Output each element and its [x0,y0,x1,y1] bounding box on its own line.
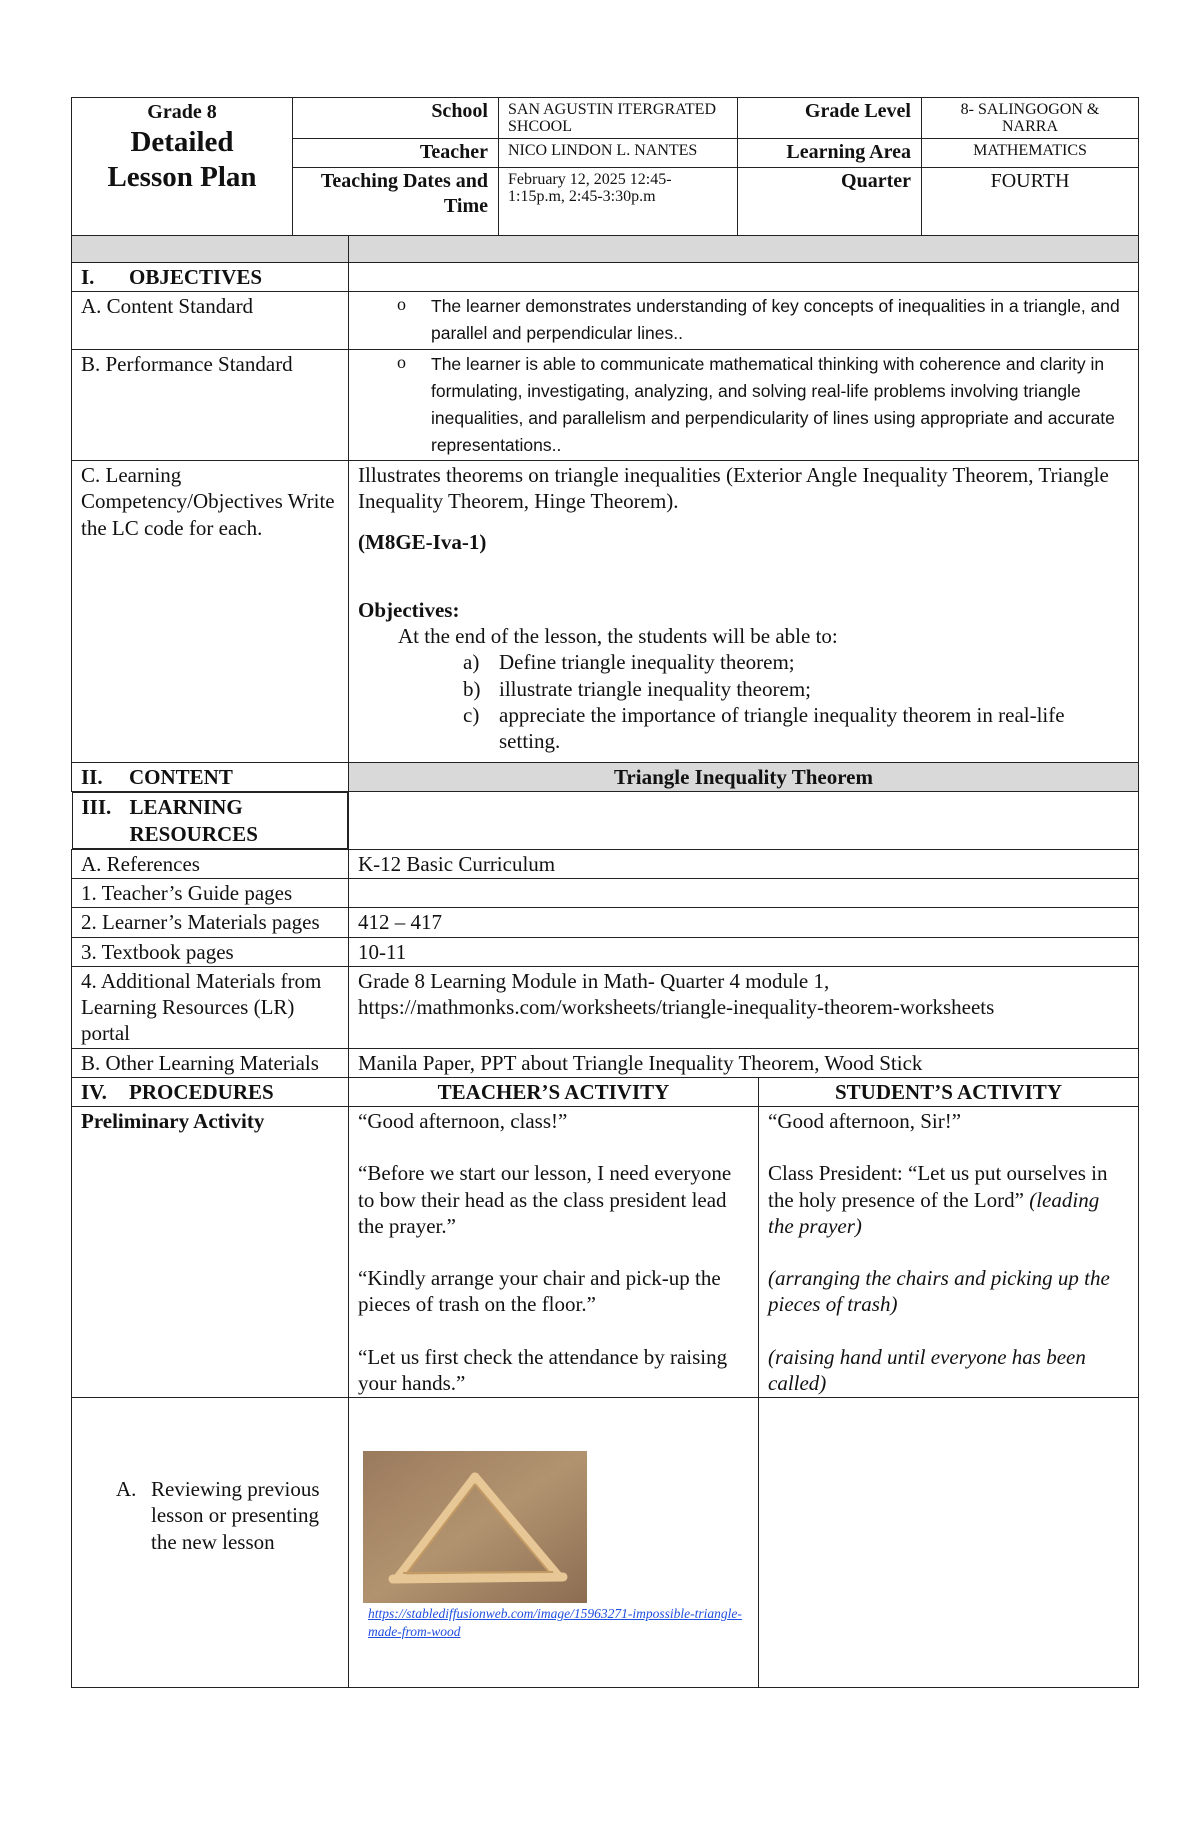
other-materials-label: B. Other Learning Materials [72,1048,349,1077]
lc-text: Illustrates theorems on triangle inequalities (Exterior Angle Inequality Theorem, Triangle Inequality Theorem, Hinge Theorem). [358,463,1109,514]
references-label: A. References [72,849,349,878]
school-label: School [293,98,499,139]
review-image-cell [349,1398,759,1688]
reviewing-lesson-cell: A. Reviewing previous lesson or presenting the new lesson [72,1398,349,1688]
additional-materials-value: Grade 8 Learning Module in Math- Quarter 4 module 1, https://mathmonks.com/worksheets/triangle-inequality-theorem-worksheets [349,966,1139,1048]
content-standard-label: A. Content Standard [72,292,349,349]
learning-area-value: MATHEMATICS [922,139,1139,168]
teachers-guide-label: 1. Teacher’s Guide pages [72,879,349,908]
student-review-cell [759,1398,1139,1688]
content-standard-text: o The learner demonstrates understanding of key concepts of inequalities in a triangle, and parallel and perpendicular lines.. [349,292,1139,349]
learning-resources-heading: III. LEARNING RESOURCES [72,792,349,849]
learning-area-label: Learning Area [738,139,922,168]
teacher-activity-heading: TEACHER’S ACTIVITY [349,1077,759,1106]
student-activity-heading: STUDENT’S ACTIVITY [759,1077,1139,1106]
preliminary-activity-label: Preliminary Activity [72,1107,349,1398]
student-activity-cell: “Good afternoon, Sir!” Class President: “Let us put ourselves in the holy presence of the Lord” (leading the prayer) (arranging the chairs and picking up the pieces of trash) (raising hand until everyone has been called) [759,1107,1139,1398]
grade-level-value: 8- SALINGOGON & NARRA [922,98,1139,139]
learning-competency-label: C. Learning Competency/Objectives Write the LC code for each. [72,461,349,763]
bullet-icon: o [397,294,406,315]
teacher-activity-cell: “Good afternoon, class!” “Before we start our lesson, I need everyone to bow their head as the class president lead the prayer.” “Kindly arrange your chair and pick-up the pieces of trash on the floor.” “Let us first check the attendance by raising your hands.” [349,1107,759,1398]
learning-competency-cell [349,461,1139,763]
textbook-pages-value: 10-11 [349,937,1139,966]
learners-materials-value: 412 – 417 [349,908,1139,937]
teachers-guide-value [349,879,1139,908]
objectives-list [358,649,1129,754]
main-table [71,235,1139,1688]
quarter-label: Quarter [738,168,922,236]
dates-label: Teaching Dates and Time [293,168,499,236]
reviewing-lesson-label: Reviewing previous lesson or presenting the new lesson [151,1477,320,1554]
performance-standard-text: o The learner is able to communicate mathematical thinking with coherence and clarity in formulating, investigating, analyzing, and solving real-life problems involving triangle inequalities, and parallelism and perpendicularity of lines using appropriate and accurate representations.. [349,349,1139,461]
list-item: b) illustrate triangle inequality theorem; [463,676,811,701]
dates-value: February 12, 2025 12:45-1:15p.m, 2:45-3:30p.m [499,168,738,236]
objectives-heading: I. OBJECTIVES [72,263,349,292]
quarter-value: FOURTH [922,168,1139,236]
school-value: SAN AGUSTIN ITERGRATED SHCOOL [499,98,738,139]
grade-level-label: Grade Level [738,98,922,139]
grey-spacer-right [349,236,1139,263]
bullet-icon: o [397,351,406,372]
references-value: K-12 Basic Curriculum [349,849,1139,878]
lesson-plan-document [71,97,1138,1688]
document-title: Grade 8 Detailed Lesson Plan [72,98,293,236]
objectives-intro: At the end of the lesson, the students will be able to: [398,624,838,648]
objectives-subheading: Objectives: [358,597,460,622]
textbook-pages-label: 3. Textbook pages [72,937,349,966]
wooden-triangle-image [363,1451,587,1603]
content-topic: Triangle Inequality Theorem [349,763,1139,792]
teacher-label: Teacher [293,139,499,168]
learners-materials-label: 2. Learner’s Materials pages [72,908,349,937]
list-item: a) Define triangle inequality theorem; [463,650,795,675]
lc-code: (M8GE-Iva-1) [358,529,487,554]
grey-spacer-left [72,236,349,263]
header-table [71,97,1139,236]
list-item: c) appreciate the importance of triangle inequality theorem in real-life setting. [463,702,1065,753]
content-heading: II. CONTENT [72,763,349,792]
performance-standard-label: B. Performance Standard [72,349,349,461]
image-source-link[interactable]: https://stablediffusionweb.com/image/15963271-impossible-triangle-made-from-wood [368,1606,742,1639]
additional-materials-label: 4. Additional Materials from Learning Resources (LR) portal [72,966,349,1048]
procedures-heading: IV. PROCEDURES [72,1077,349,1106]
other-materials-value: Manila Paper, PPT about Triangle Inequality Theorem, Wood Stick [349,1048,1139,1077]
teacher-value: NICO LINDON L. NANTES [499,139,738,168]
